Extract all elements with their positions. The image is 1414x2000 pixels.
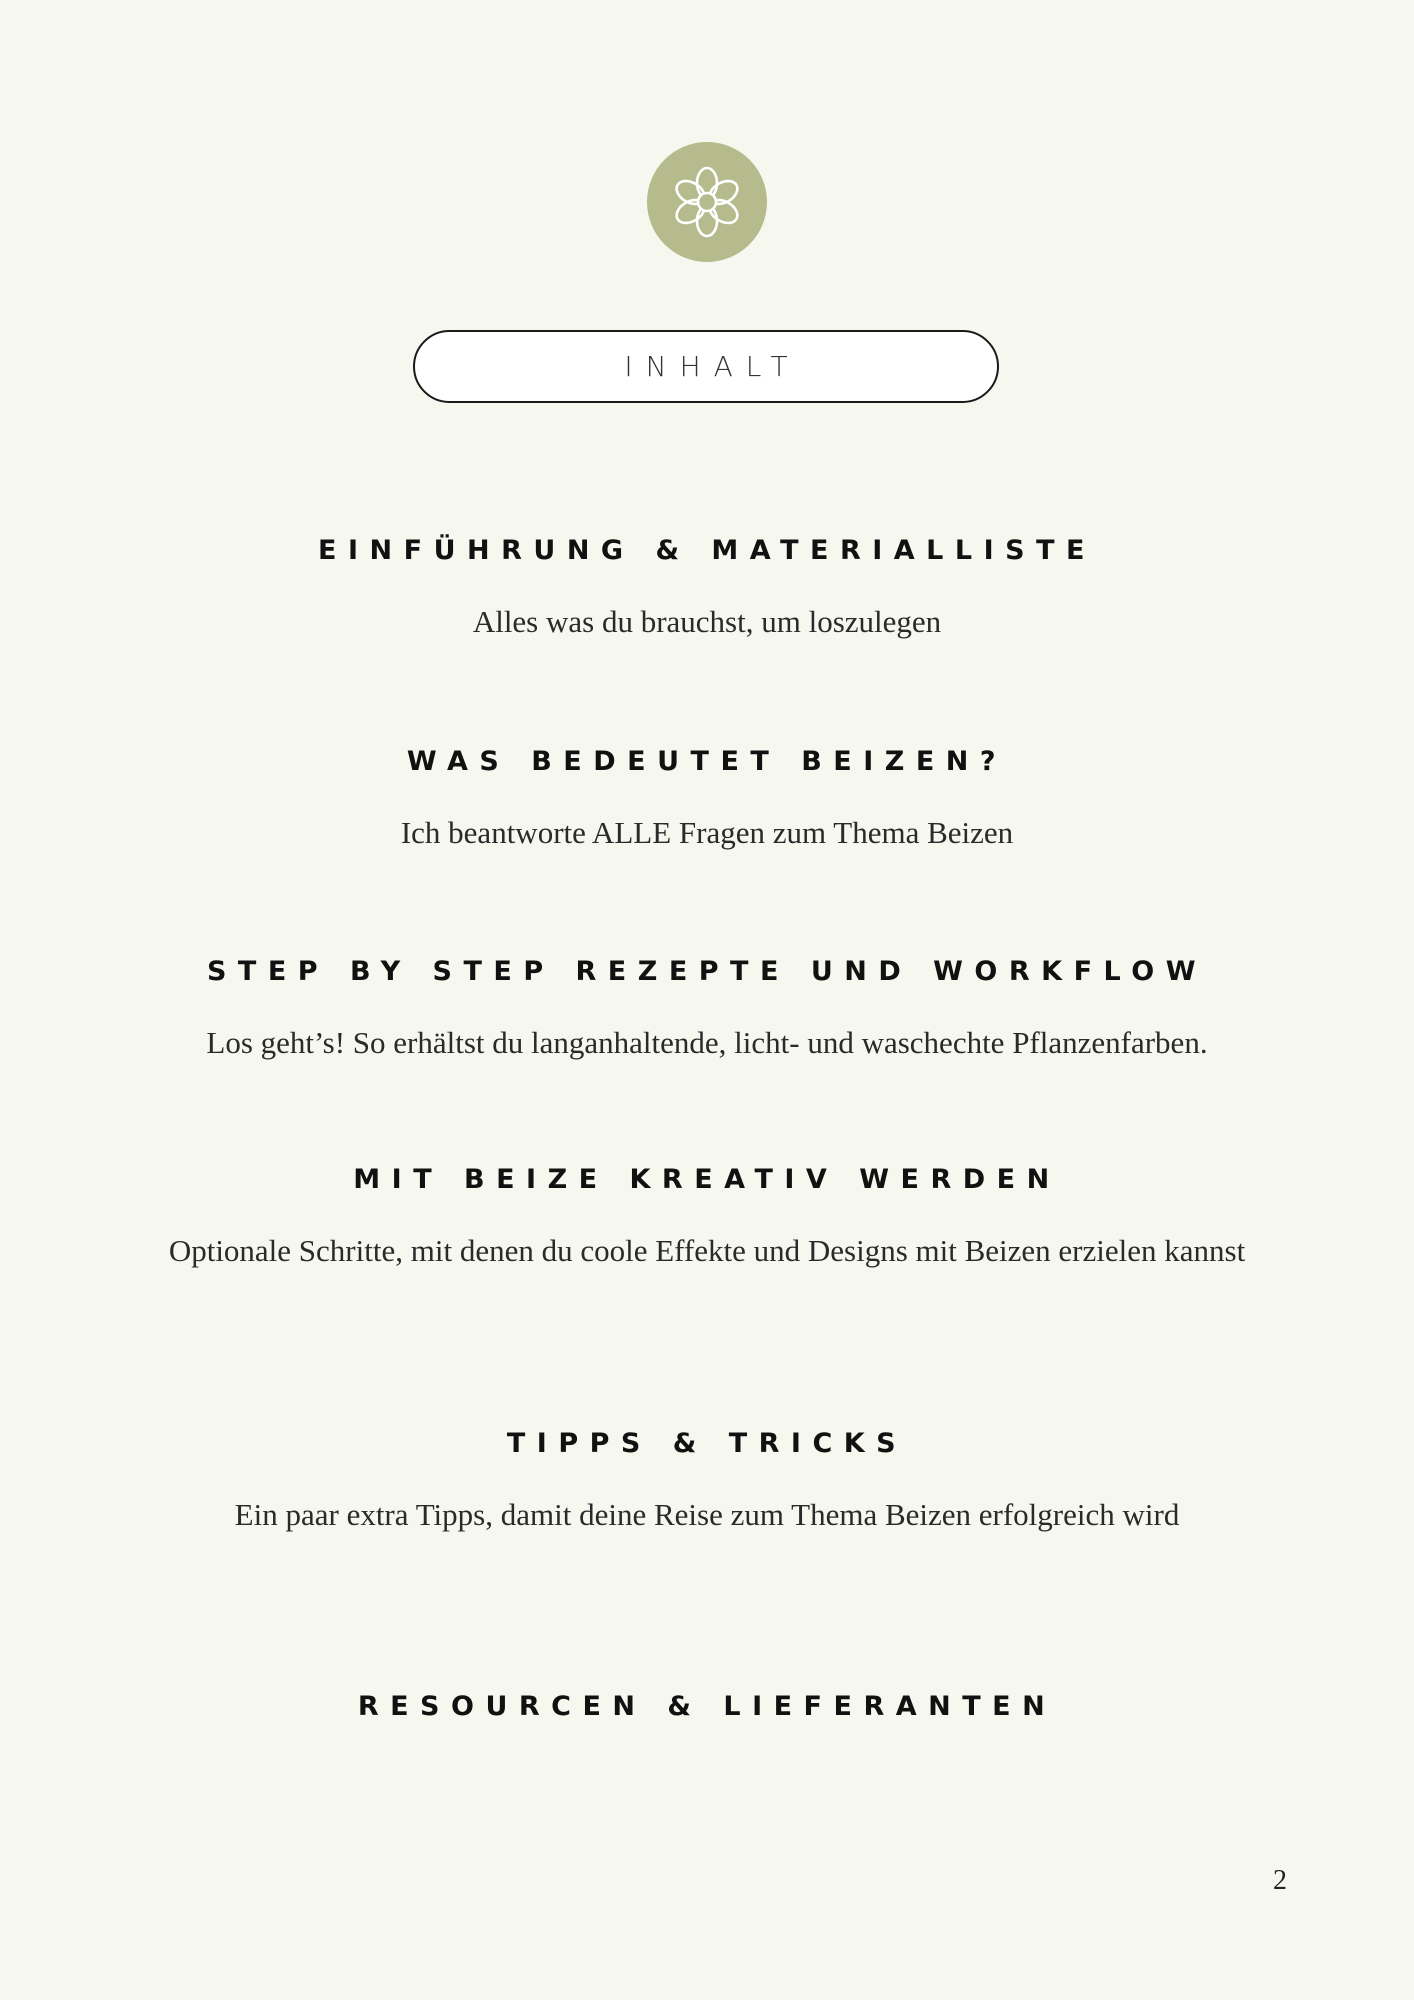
toc-entry-introduction bbox=[0, 531, 1414, 649]
toc-heading: MIT BEIZE KREATIV WERDEN bbox=[353, 1164, 1061, 1195]
toc-heading: EINFÜHRUNG & MATERIALLISTE bbox=[318, 535, 1096, 566]
toc-heading: STEP BY STEP REZEPTE UND WORKFLOW bbox=[206, 956, 1208, 987]
toc-heading: WAS BEDEUTET BEIZEN? bbox=[406, 746, 1008, 777]
toc-entry-what-is-mordanting bbox=[0, 742, 1414, 860]
toc-heading: TIPPS & TRICKS bbox=[506, 1428, 908, 1459]
toc-entry-creative bbox=[0, 1160, 1414, 1278]
toc-description: Ein paar extra Tipps, damit deine Reise zum Thema Beizen erfolgreich wird bbox=[234, 1497, 1180, 1532]
page-title: INHALT bbox=[413, 330, 999, 403]
toc-entry-resources bbox=[0, 1687, 1414, 1727]
toc-description: Alles was du brauchst, um loszulegen bbox=[472, 604, 942, 639]
page-number: 2 bbox=[1273, 1865, 1287, 1896]
toc-description: Los geht’s! So erhältst du langanhaltende, licht- und waschechte Pflanzenfarben. bbox=[206, 1025, 1208, 1060]
toc-description: Optionale Schritte, mit denen du coole Effekte und Designs mit Beizen erzielen kannst bbox=[168, 1233, 1246, 1268]
toc-entry-tips-tricks bbox=[0, 1424, 1414, 1542]
toc-heading: RESOURCEN & LIEFERANTEN bbox=[357, 1691, 1057, 1722]
toc-description: Ich beantworte ALLE Fragen zum Thema Beizen bbox=[400, 815, 1014, 850]
toc-entry-recipes-workflow bbox=[0, 952, 1414, 1070]
logo-badge bbox=[647, 142, 767, 262]
flower-icon bbox=[665, 160, 749, 244]
